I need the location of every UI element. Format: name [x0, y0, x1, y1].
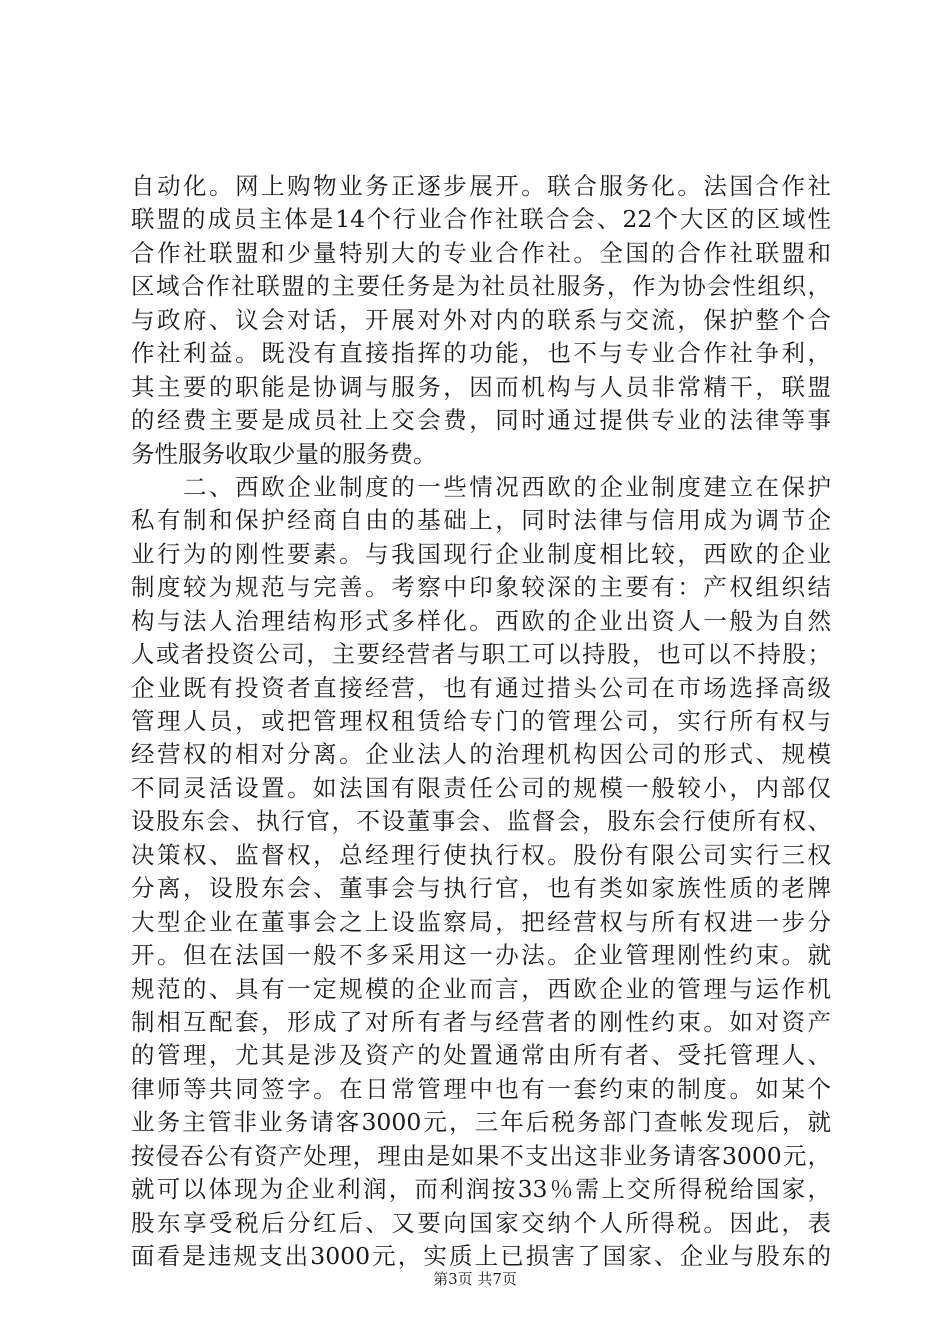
text-line: 务性服务收取少量的服务费。	[131, 439, 437, 468]
text-line: 按侵吞公有资产处理，理由是如果不支出这非业务请客3000元，	[131, 1141, 831, 1170]
text-line: 不同灵活设置。如法国有限责任公司的规模一般较小，内部仅	[131, 773, 831, 802]
text-line: 开。但在法国一般不多采用这一办法。企业管理刚性约束。就	[131, 941, 831, 970]
text-line: 区域合作社联盟的主要任务是为社员社服务，作为协会性组织，	[131, 272, 831, 301]
text-line: 合作社联盟和少量特别大的专业合作社。全国的合作社联盟和	[131, 238, 831, 267]
text-line: 就可以体现为企业利润，而利润按33％需上交所得税给国家，	[131, 1175, 831, 1204]
text-line: 的经费主要是成员社上交会费，同时通过提供专业的法律等事	[131, 406, 831, 435]
text-line: 股东享受税后分红后、又要向国家交纳个人所得税。因此，表	[131, 1208, 831, 1237]
text-line: 分离，设股东会、董事会与执行官，也有类如家族性质的老牌	[131, 874, 831, 903]
text-line: 私有制和保护经商自由的基础上，同时法律与信用成为调节企	[131, 506, 831, 535]
text-line: 制相互配套，形成了对所有者与经营者的刚性约束。如对资产	[131, 1007, 831, 1036]
text-line: 律师等共同签字。在日常管理中也有一套约束的制度。如某个	[131, 1074, 831, 1103]
text-line: 构与法人治理结构形式多样化。西欧的企业出资人一般为自然	[131, 606, 831, 635]
text-line: 经营权的相对分离。企业法人的治理机构因公司的形式、规模	[131, 740, 831, 769]
text-line: 管理人员，或把管理权租赁给专门的管理公司，实行所有权与	[131, 707, 831, 735]
text-line: 联盟的成员主体是14个行业合作社联合会、22个大区的区域性	[131, 205, 831, 234]
text-line: 与政府、议会对话，开展对外对内的联系与交流，保护整个合	[131, 305, 831, 334]
text-line: 作社利益。既没有直接指挥的功能，也不与专业合作社争利，	[131, 339, 831, 368]
text-line: 面看是违规支出3000元，实质上已损害了国家、企业与股东的	[131, 1242, 831, 1270]
text-line: 决策权、监督权，总经理行使执行权。股份有限公司实行三权	[131, 840, 831, 869]
text-line: 业行为的刚性要素。与我国现行企业制度相比较，西欧的企业	[131, 539, 831, 568]
text-line: 人或者投资公司，主要经营者与职工可以持股，也可以不持股；	[131, 640, 831, 669]
text-line: 规范的、具有一定规模的企业而言，西欧企业的管理与运作机	[131, 974, 831, 1003]
text-line: 设股东会、执行官，不设董事会、监督会，股东会行使所有权、	[131, 807, 831, 836]
text-line: 大型企业在董事会之上设监察局，把经营权与所有权进一步分	[131, 907, 831, 936]
text-line: 的管理，尤其是涉及资产的处置通常由所有者、受托管理人、	[131, 1041, 831, 1070]
page-number-footer: 第3页 共7页	[433, 1270, 517, 1288]
text-line: 企业既有投资者直接经营，也有通过措头公司在市场选择高级	[131, 673, 831, 702]
text-line: 业务主管非业务请客3000元，三年后税务部门查帐发现后，就	[131, 1108, 831, 1137]
text-line: 二、西欧企业制度的一些情况西欧的企业制度建立在保护	[131, 472, 831, 501]
text-line: 其主要的职能是协调与服务，因而机构与人员非常精干，联盟	[131, 372, 831, 401]
text-line: 制度较为规范与完善。考察中印象较深的主要有：产权组织结	[131, 573, 831, 602]
body-text	[131, 170, 831, 1273]
text-line: 自动化。网上购物业务正逐步展开。联合服务化。法国合作社	[131, 172, 831, 200]
